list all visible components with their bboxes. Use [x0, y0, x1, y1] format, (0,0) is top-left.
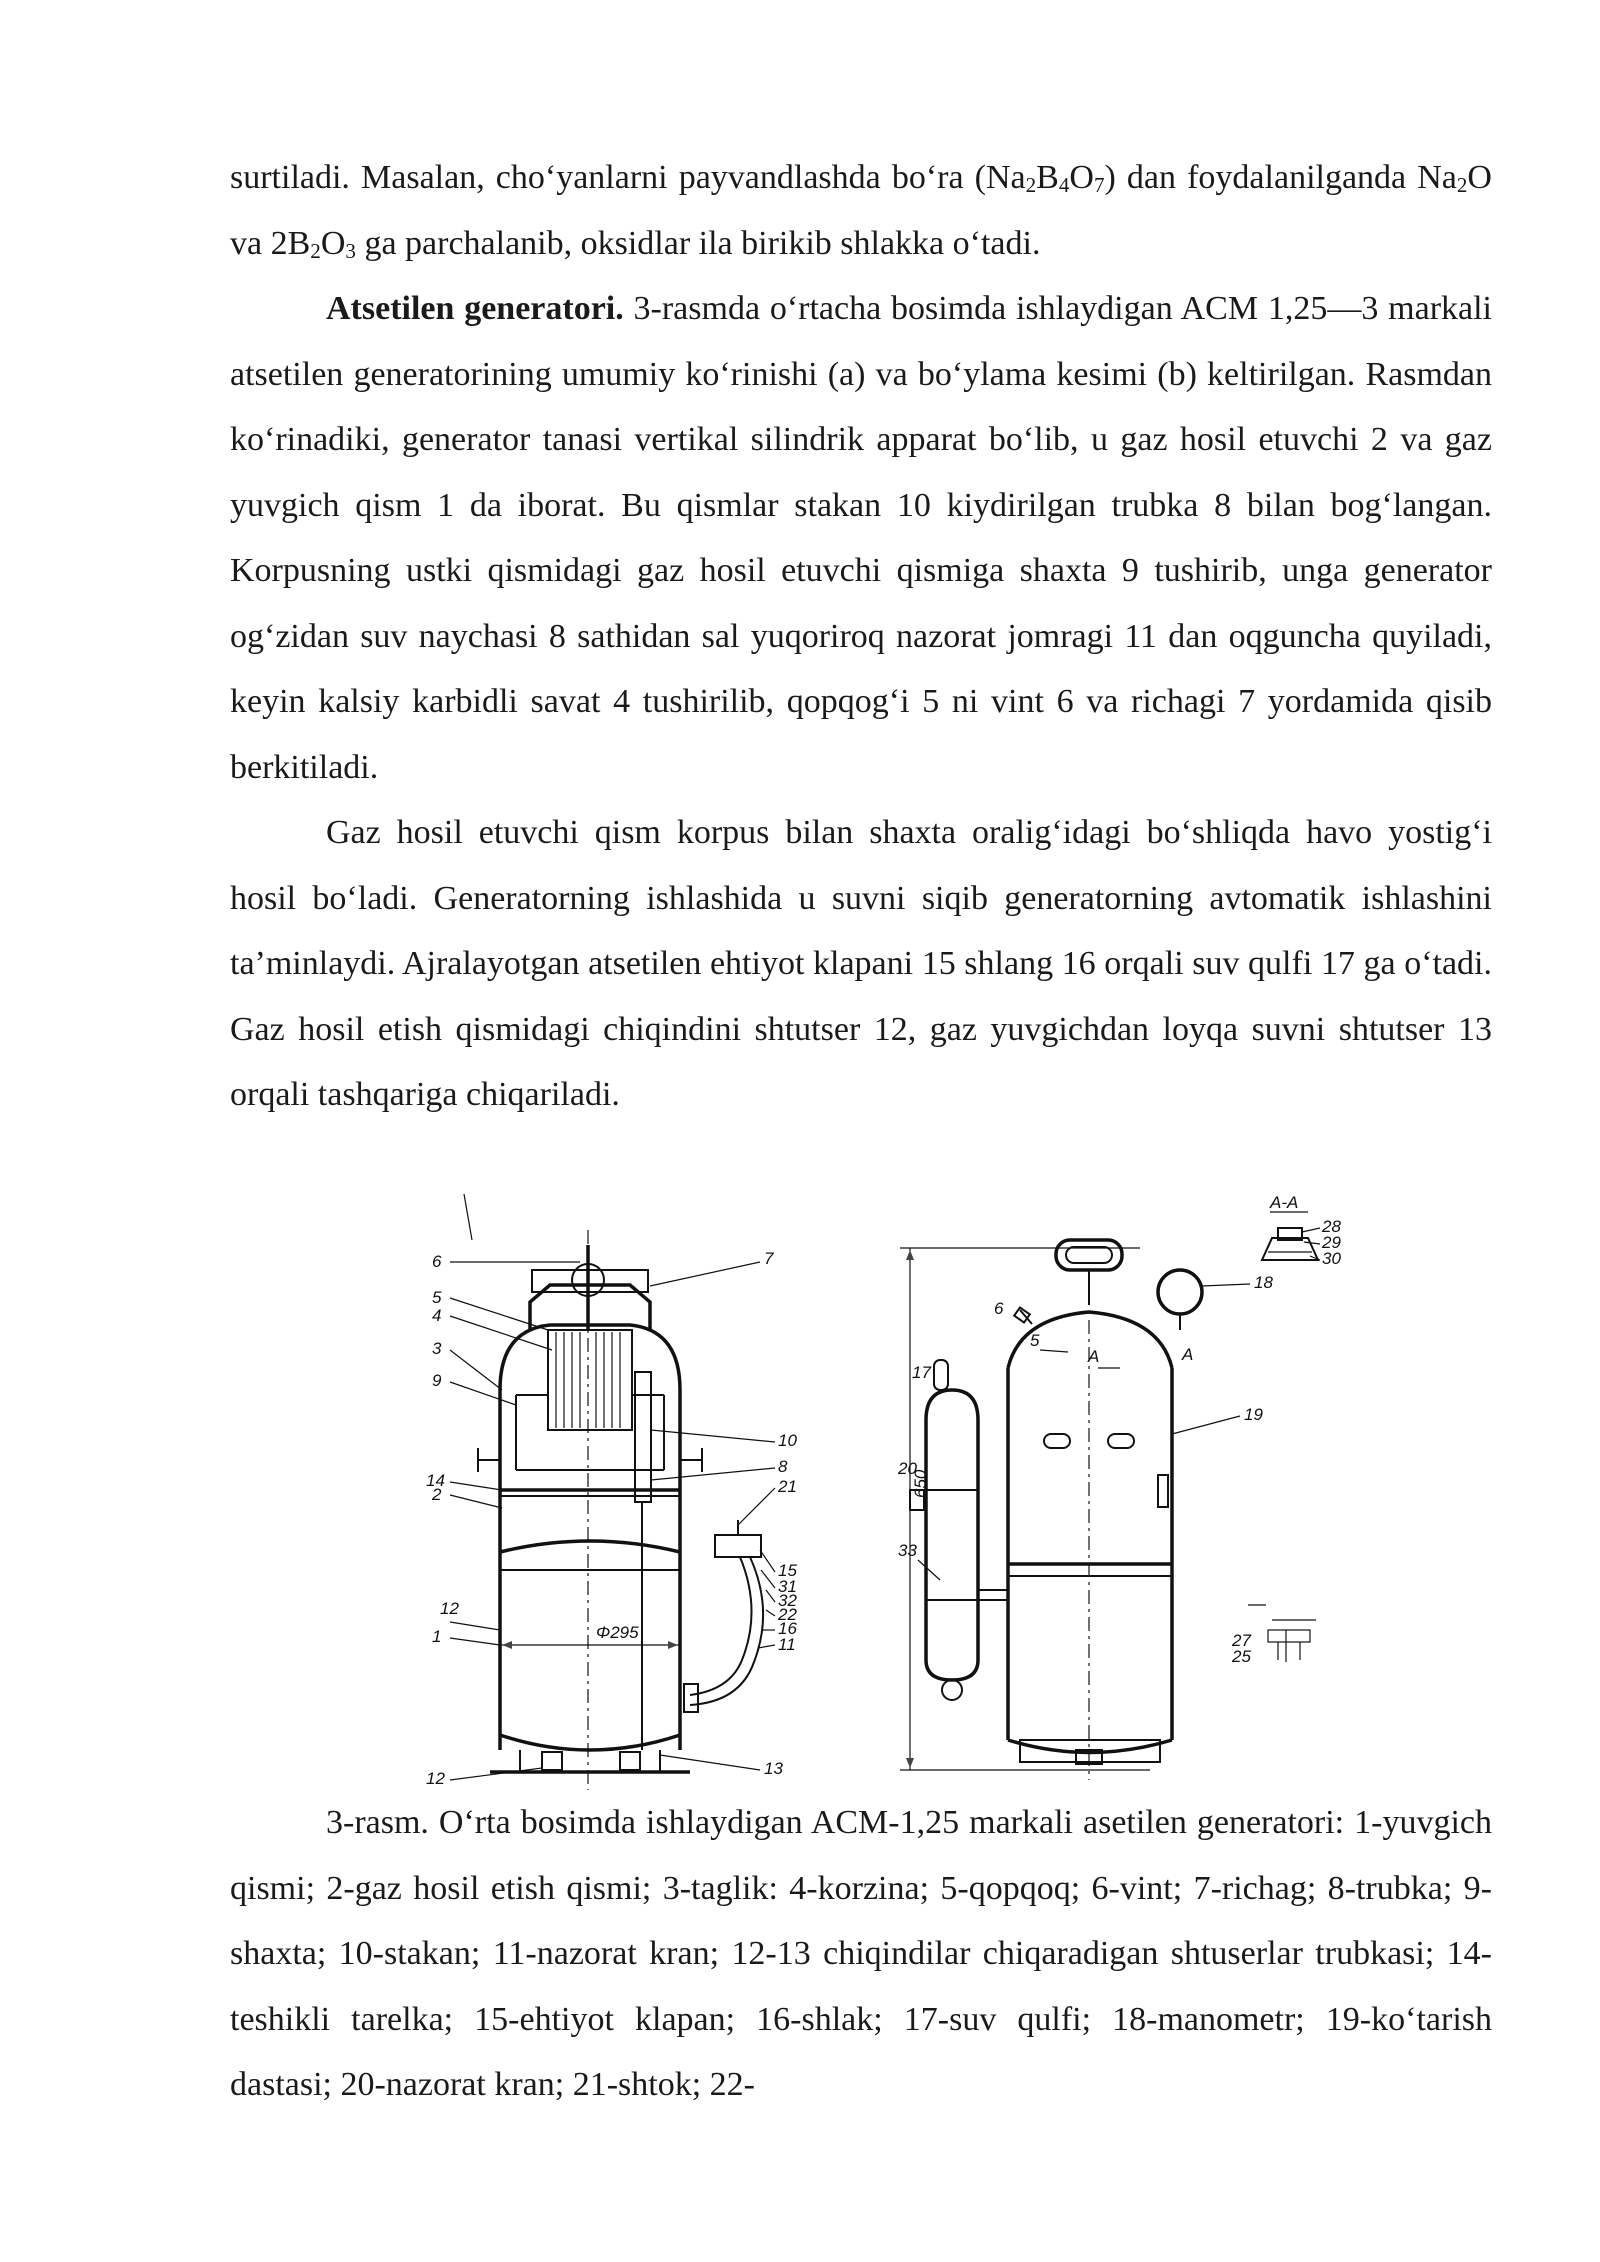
label-5: 5: [432, 1288, 442, 1307]
label-16: 16: [778, 1619, 797, 1638]
label-a-left: A: [1088, 1347, 1100, 1366]
height-label: 650: [911, 1469, 930, 1498]
label-9: 9: [432, 1371, 442, 1390]
label-1: 1: [432, 1627, 442, 1646]
label-33: 33: [898, 1541, 917, 1560]
section-view: [426, 1194, 797, 1790]
label-19: 19: [1244, 1405, 1263, 1424]
label-17: 17: [912, 1363, 931, 1382]
paragraph-continuation: surtiladi. Masalan, cho‘yanlarni payvandlashda bo‘ra $(Na_2B_4O_7)$ dan foydalanilganda $Na_2O$ va $2B_2O_3$ ga parchalanib, oksidlar ila birikib shlakka o‘tadi.: [230, 159, 1492, 263]
label-11: 11: [778, 1635, 796, 1654]
label-4: 4: [432, 1306, 442, 1325]
label-12-upper: 12: [440, 1599, 459, 1618]
label-2: 2: [432, 1485, 442, 1504]
label-15: 15: [778, 1561, 797, 1580]
generator-figure: [420, 1190, 1400, 1790]
label-18: 18: [1254, 1273, 1273, 1292]
label-27: 27: [1232, 1631, 1251, 1650]
label-13: 13: [764, 1759, 783, 1778]
label-7: 7: [764, 1249, 774, 1268]
label-30: 30: [1322, 1249, 1341, 1268]
section-aa-label: A-A: [1270, 1193, 1299, 1212]
label-29: 29: [1322, 1233, 1341, 1252]
label-28: 28: [1322, 1217, 1341, 1236]
label-14: 14: [426, 1471, 445, 1490]
label-10: 10: [778, 1431, 797, 1450]
label-a-right: A: [1182, 1345, 1194, 1364]
generator-drawing: [420, 1190, 1400, 1790]
label-25: 25: [1232, 1647, 1251, 1666]
label-5-right: 5: [1030, 1331, 1040, 1350]
section-heading: Atsetilen generatori.: [326, 290, 624, 327]
exterior-view: [897, 1193, 1341, 1780]
figure-caption: [230, 1790, 1492, 2118]
caption-text: 3-rasm. O‘rta bosimda ishlaydigan ACM-1,25 markali asetilen generatori: 1-yuvgich qismi; 2-gaz hosil etish qismi; 3-taglik: 4-korzina; 5-qopqoq; 6-vint; 7-richag; 8-trubka; 9-shaxta; 10-stakan; 11-nazorat kran; 12-13 chiqindilar chiqaradigan shtuserlar trubkasi; 14-teshikli tarelka; 15-ehtiyot klapan; 16-shlak; 17-suv qulfi; 18-manometr; 19-ko‘tarish dastasi; 20-nazorat kran; 21-shtok; 22-: [230, 1804, 1492, 2103]
body-text: [230, 145, 1492, 1128]
label-31: 31: [778, 1577, 797, 1596]
label-6-right: 6: [994, 1299, 1004, 1318]
label-3: 3: [432, 1339, 442, 1358]
label-8: 8: [778, 1457, 788, 1476]
paragraph-operation: Gaz hosil etuvchi qism korpus bilan shaxta oralig‘idagi bo‘shliqda havo yostig‘i hosil bo‘ladi. Generatorning ishlashida u suvni siqib generatorning avtomatik ishlashini ta’minlaydi. Ajralayotgan atsetilen ehtiyot klapani 15 shlang 16 orqali suv qulfi 17 ga o‘tadi. Gaz hosil etish qismidagi chiqindini shtutser 12, gaz yuvgichdan loyqa suvni shtutser 13 orqali tashqariga chiqariladi.: [230, 814, 1492, 1113]
label-22: 22: [778, 1605, 797, 1624]
label-12-lower: 12: [426, 1769, 445, 1788]
paragraph-generator: Atsetilen generatori. 3-rasmda o‘rtacha bosimda ishlaydigan ACM 1,25—3 markali atsetilen generatorining umumiy ko‘rinishi (a) va bo‘ylama kesimi (b) keltirilgan. Rasmdan ko‘rinadiki, generator tanasi vertikal silindrik apparat bo‘lib, u gaz hosil etuvchi 2 va gaz yuvgich qism 1 da iborat. Bu qismlar stakan 10 kiydirilgan trubka 8 bilan bog‘langan. Korpusning ustki qismidagi gaz hosil etuvchi qismiga shaxta 9 tushirib, unga generator og‘zidan suv naychasi 8 sathidan sal yuqoriroq nazorat jomragi 11 dan oqguncha quyiladi, keyin kalsiy karbidli savat 4 tushirilib, qopqog‘i 5 ni vint 6 va richagi 7 yordamida qisib berkitiladi.: [230, 290, 1492, 786]
label-20: 20: [898, 1459, 917, 1478]
label-32: 32: [778, 1591, 797, 1610]
label-21: 21: [778, 1477, 797, 1496]
label-6: 6: [432, 1252, 442, 1271]
diameter-label: Φ295: [596, 1623, 639, 1642]
